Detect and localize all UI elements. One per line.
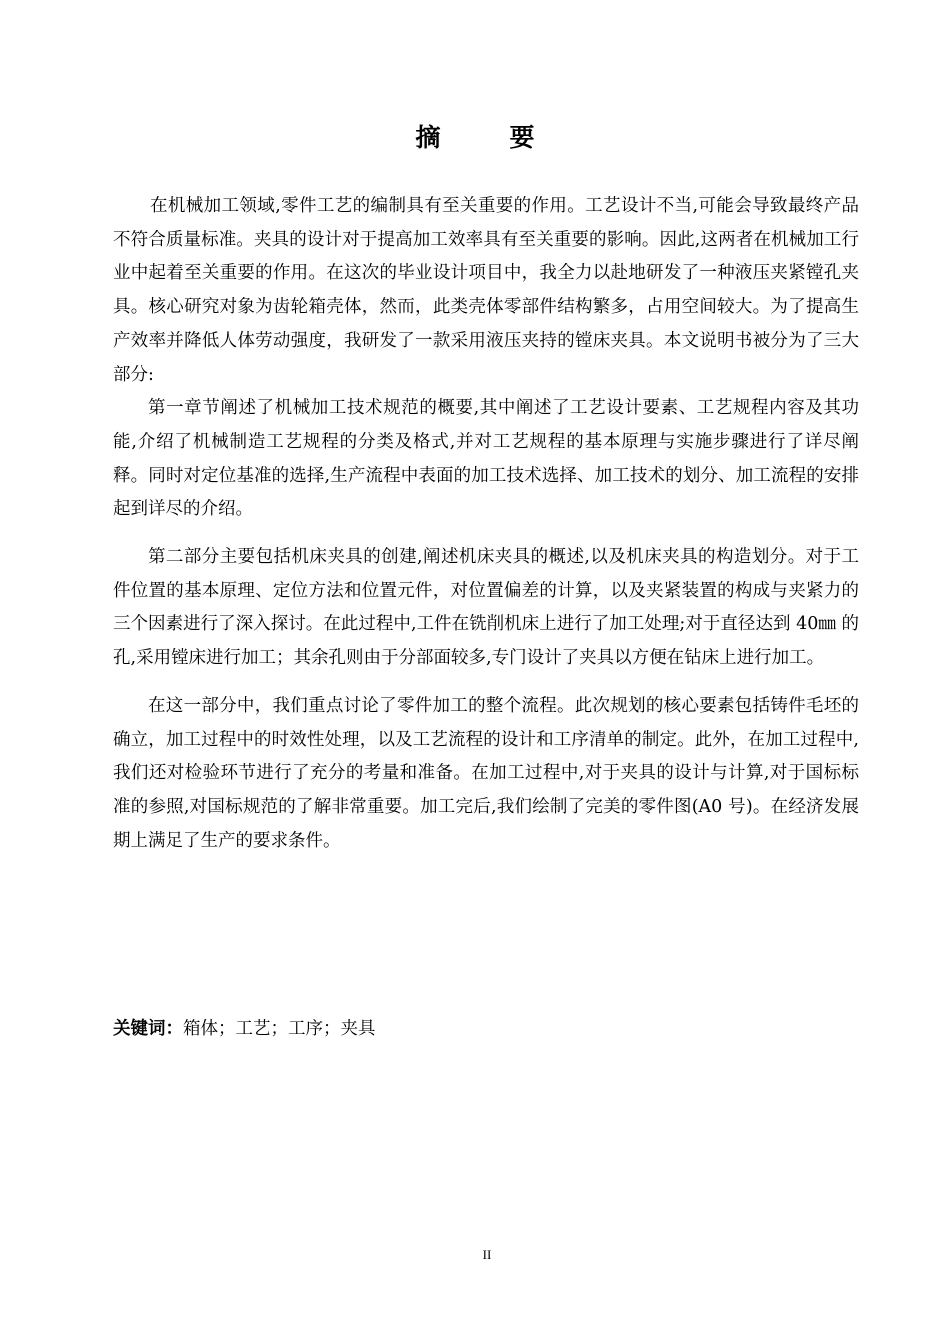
keywords-line	[113, 1014, 376, 1044]
abstract-paragraph-2: 第一章节阐述了机械加工技术规范的概要,其中阐述了工艺设计要素、工艺规程内容及其功能,介绍了机械制造工艺规程的分类及格式,并对工艺规程的基本原理与实施步骤进行了详尽阐释。同时对定位基准的选择,生产流程中表面的加工技术选择、加工技术的划分、加工流程的安排起到详尽的介绍。	[113, 398, 859, 520]
keywords-label: 关键词：	[113, 1019, 183, 1039]
page-number: II	[482, 1247, 492, 1262]
abstract-body	[113, 190, 859, 858]
page-title: 摘 要	[415, 123, 557, 152]
abstract-paragraph-4: 在这一部分中，我们重点讨论了零件加工的整个流程。此次规划的核心要素包括铸件毛坯的确立，加工过程中的时效性处理，以及工艺流程的设计和工序清单的制定。此外，在加工过程中,我们还对检验环节进行了充分的考量和准备。在加工过程中,对于夹具的设计与计算,对于国标标准的参照,对国标规范的了解非常重要。加工完后,我们绘制了完美的零件图(A0 号)。在经济发展期上满足了生产的要求条件。	[113, 695, 859, 851]
abstract-paragraph-3: 第二部分主要包括机床夹具的创建,阐述机床夹具的概述,以及机床夹具的构造划分。对于工件位置的基本原理、定位方法和位置元件，对位置偏差的计算，以及夹紧装置的构成与夹紧力的三个因素进行了深入探讨。在此过程中,工件在铣削机床上进行了加工处理;对于直径达到 40㎜ 的孔,采用镗床进行加工；其余孔则由于分部面较多,专门设计了夹具以方便在钻床上进行加工。	[113, 547, 859, 669]
abstract-paragraph-1: 在机械加工领域,零件工艺的编制具有至关重要的作用。工艺设计不当,可能会导致最终产品不符合质量标准。夹具的设计对于提高加工效率具有至关重要的影响。因此,这两者在机械加工行业中起着至关重要的作用。在这次的毕业设计项目中，我全力以赴地研发了一种液压夹紧镗孔夹具。核心研究对象为齿轮箱壳体，然而，此类壳体零部件结构繁多，占用空间较大。为了提高生产效率并降低人体劳动强度，我研发了一款采用液压夹持的镗床夹具。本文说明书被分为了三大部分:	[113, 196, 859, 385]
keywords-value: 箱体；工艺；工序；夹具	[183, 1019, 376, 1039]
